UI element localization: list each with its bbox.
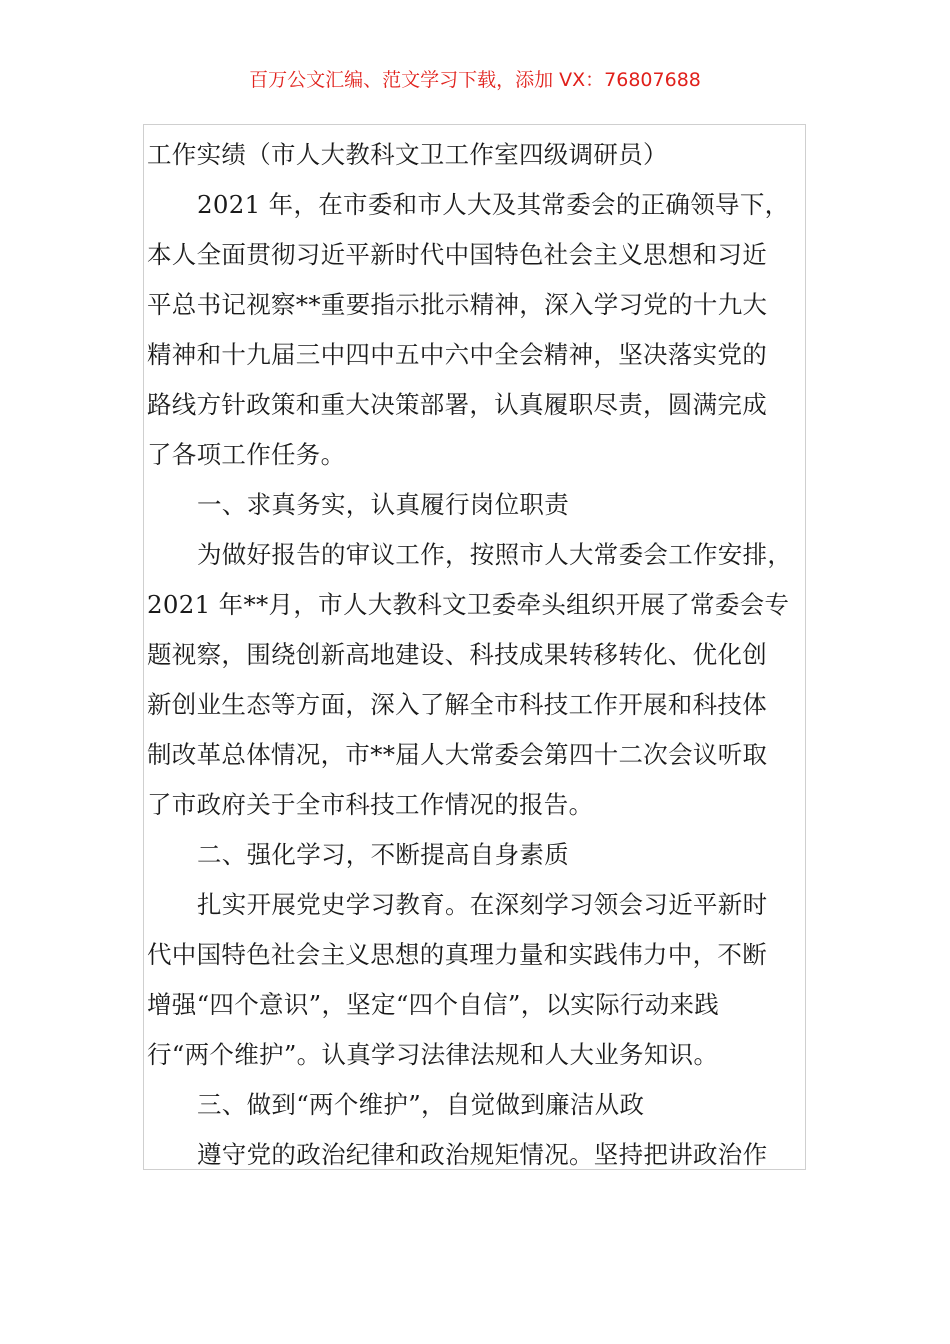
text-line: 扎实开展党史学习教育。在深刻学习领会习近平新时: [197, 890, 768, 919]
text-line: 一、求真务实，认真履行岗位职责: [197, 490, 569, 519]
document-body: [147, 130, 802, 1170]
text-line: 增强“四个意识”，坚定“四个自信”，以实际行动来践: [147, 990, 720, 1019]
text-line: 路线方针政策和重大决策部署，认真履职尽责，圆满完成: [147, 390, 767, 419]
text-line: 代中国特色社会主义思想的真理力量和实践伟力中，不断: [147, 940, 767, 969]
text-line: 遵守党的政治纪律和政治规矩情况。坚持把讲政治作: [197, 1140, 768, 1169]
text-line: 精神和十九届三中四中五中六中全会精神，坚决落实党的: [147, 340, 767, 369]
document-page: [143, 124, 806, 1170]
text-line: 制改革总体情况，市**届人大常委会第四十二次会议听取: [147, 740, 768, 769]
text-line: 了市政府关于全市科技工作情况的报告。: [147, 790, 594, 819]
text-line: 题视察，围绕创新高地建设、科技成果转移转化、优化创: [147, 640, 767, 669]
text-line: 了各项工作任务。: [147, 440, 346, 469]
text-line: 工作实绩（市人大教科文卫工作室四级调研员）: [147, 140, 668, 169]
text-line: 2021 年，在市委和市人大及其常委会的正确领导下，: [197, 190, 790, 219]
text-line: 二、强化学习，不断提高自身素质: [197, 840, 569, 869]
text-line: 平总书记视察**重要指示批示精神，深入学习党的十九大: [147, 290, 768, 319]
text-line: 2021 年**月，市人大教科文卫委牵头组织开展了常委会专: [147, 590, 790, 619]
text-line: 为做好报告的审议工作，按照市人大常委会工作安排，: [197, 540, 793, 569]
watermark-header: 百万公文汇编、范文学习下载，添加 VX：76807688: [249, 69, 701, 91]
text-line: 本人全面贯彻习近平新时代中国特色社会主义思想和习近: [147, 240, 767, 269]
text-line: 行“两个维护”。认真学习法律法规和人大业务知识。: [147, 1040, 719, 1069]
text-line: 三、做到“两个维护”，自觉做到廉洁从政: [197, 1090, 645, 1119]
text-line: 新创业生态等方面，深入了解全市科技工作开展和科技体: [147, 690, 767, 719]
